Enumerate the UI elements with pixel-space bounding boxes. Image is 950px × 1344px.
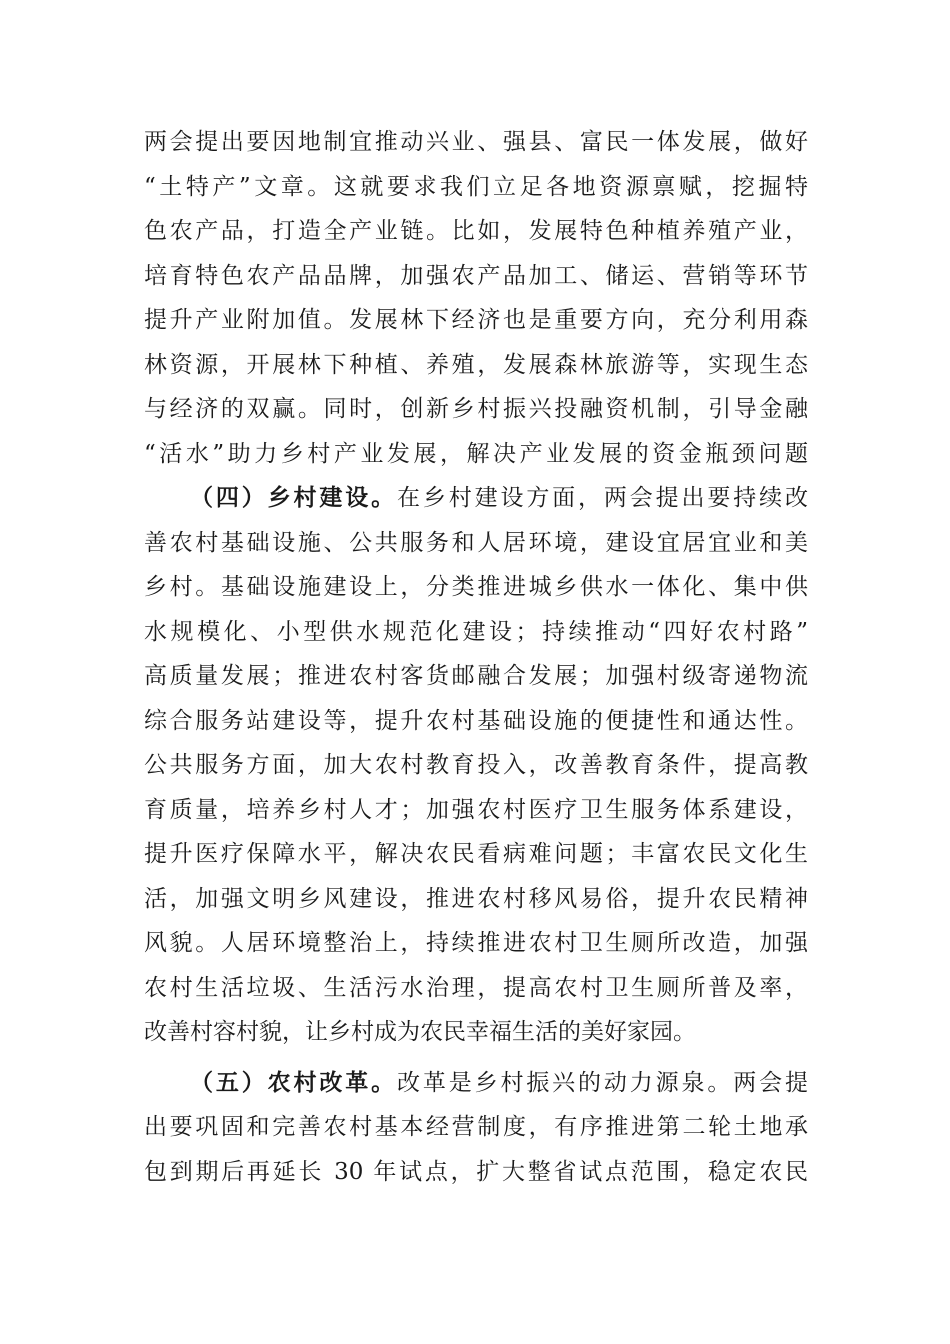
section-first-line xyxy=(144,1061,808,1106)
text-line: 出要巩固和完善农村基本经营制度，有序推进第二轮土地承 xyxy=(144,1114,808,1140)
text-line: 与经济的双赢。同时，创新乡村振兴投融资机制，引导金融 xyxy=(144,396,808,422)
text-line: 高质量发展；推进农村客货邮融合发展；加强村级寄递物流 xyxy=(144,663,808,689)
text-line: 包到期后再延长 30 年试点，扩大整省试点范围，稳定农民 xyxy=(144,1158,808,1185)
section-lead-text: 在乡村建设方面，两会提出要持续改 xyxy=(396,485,809,511)
paragraph-rural-construction xyxy=(144,476,808,1055)
text-line: “活水”助力乡村产业发展，解决产业发展的资金瓶颈问题 xyxy=(144,440,808,467)
text-line: 风貌。人居环境整治上，持续推进农村卫生厕所改造，加强 xyxy=(144,930,808,956)
text-line: 培育特色农产品品牌，加强农产品加工、储运、营销等环节 xyxy=(144,262,808,289)
text-line: 提升医疗保障水平，解决农民看病难问题；丰富农民文化生 xyxy=(144,841,808,867)
text-line: 乡村。基础设施建设上，分类推进城乡供水一体化、集中供 xyxy=(144,574,808,600)
text-line: 水规模化、小型供水规范化建设；持续推动“四好农村路” xyxy=(144,618,808,645)
paragraph-rural-reform xyxy=(144,1061,808,1195)
text-line-last: 改善村容村貌，让乡村成为农民幸福生活的美好家园。 xyxy=(144,1019,696,1045)
document-body xyxy=(144,120,808,1194)
text-line: 育质量，培养乡村人才；加强农村医疗卫生服务体系建设， xyxy=(144,796,808,823)
text-line: 活，加强文明乡风建设，推进农村移风易俗，提升农民精神 xyxy=(144,885,808,912)
section-heading-4: （四）乡村建设。 xyxy=(190,484,397,511)
text-line: 色农产品，打造全产业链。比如，发展特色种植养殖产业， xyxy=(144,218,808,244)
section-lead-text: 改革是乡村振兴的动力源泉。两会提 xyxy=(396,1069,809,1096)
paragraph-industry xyxy=(144,120,808,476)
section-first-line xyxy=(144,476,808,521)
text-line: “土特产”文章。这就要求我们立足各地资源禀赋，挖掘特 xyxy=(144,173,808,200)
text-line: 农村生活垃圾、生活污水治理，提高农村卫生厕所普及率， xyxy=(144,974,808,1001)
section-heading-5: （五）农村改革。 xyxy=(190,1068,397,1096)
text-line: 善农村基础设施、公共服务和人居环境，建设宜居宜业和美 xyxy=(144,529,808,556)
text-line: 综合服务站建设等，提升农村基础设施的便捷性和通达性。 xyxy=(144,707,808,734)
text-line: 两会提出要因地制宜推动兴业、强县、富民一体发展，做好 xyxy=(144,129,808,155)
text-line: 公共服务方面，加大农村教育投入，改善教育条件，提高教 xyxy=(144,752,808,778)
text-line: 提升产业附加值。发展林下经济也是重要方向，充分利用森 xyxy=(144,307,808,333)
text-line: 林资源，开展林下种植、养殖，发展森林旅游等，实现生态 xyxy=(144,351,808,378)
